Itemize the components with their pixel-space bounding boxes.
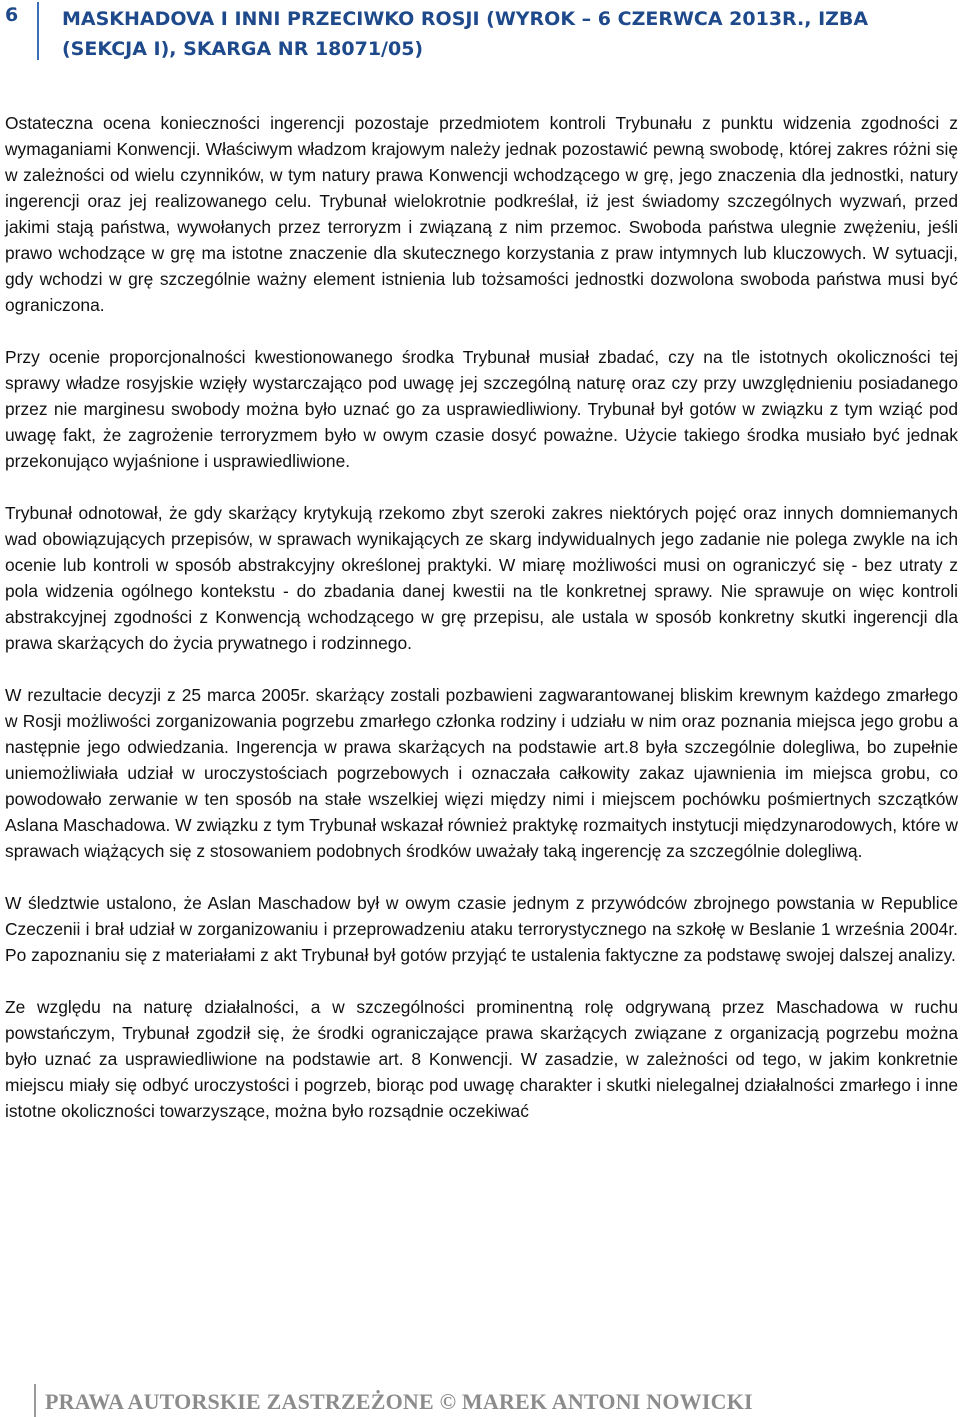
header-divider (37, 2, 39, 60)
paragraph: W rezultacie decyzji z 25 marca 2005r. skarżący zostali pozbawieni zagwarantowanej bliskim krewnym każdego zmarłego w Rosji możliwości zorganizowania pogrzebu zmarłego członka rodziny i udziału w nim oraz poznania miejsca jego grobu a następnie jego odwiedzania. Ingerencja w prawa skarżących na podstawie art.8 była szczególnie dolegliwa, bo zupełnie uniemożliwiała udział w uroczystościach pogrzebowych i oznaczała całkowity zakaz ujawnienia im miejsca grobu, co powodowało zerwanie w ten sposób na stałe wszelkiej więzi między nimi i miejscem pochówku pośmiertnych szczątków Aslana Maschadowa. W związku z tym Trybunał wskazał również praktykę rozmaitych instytucji międzynarodowych, które w sprawach wiążących się z stosowaniem podobnych środków uważały taką ingerencję za szczególnie dolegliwą. (5, 685, 958, 861)
page-header (0, 0, 960, 66)
copyright-notice: PRAWA AUTORSKIE ZASTRZEŻONE © MAREK ANTONI NOWICKI (45, 1389, 753, 1414)
footer-divider (34, 1384, 36, 1417)
paragraph: Ostateczna ocena konieczności ingerencji pozostaje przedmiotem kontroli Trybunału z punktu widzenia zgodności z wymaganiami Konwencji. Właściwym władzom krajowym należy jednak pozostawić pewną swobodę, której zakres różni się w zależności od wielu czynników, w tym natury prawa Konwencji wchodzącego w grę, jego znaczenia dla jednostki, natury ingerencji oraz jej realizowanego celu. Trybunał wielokrotnie podkreślał, iż jest świadomy szczególnych wyzwań, przed jakimi stają państwa, wywołanych przez terroryzm i związaną z nim przemoc. Swoboda państwa ulegnie zwężeniu, jeśli prawo wchodzące w grę ma istotne znaczenie dla skutecznego korzystania z praw intymnych lub kluczowych. W sytuacji, gdy wchodzi w grę szczególnie ważny element istnienia lub tożsamości jednostki dozwolona swoboda państwa musi być ograniczona. (5, 113, 958, 315)
paragraph: Przy ocenie proporcjonalności kwestionowanego środka Trybunał musiał zbadać, czy na tle istotnych okoliczności tej sprawy władze rosyjskie wzięły wystarczająco pod uwagę jej szczególną naturę oraz czy przy uwzględnieniu posiadanego przez nie marginesu swobody można było uznać go za usprawiedliwiony. Trybunał był gotów w związku z tym wziąć pod uwagę fakt, że zagrożenie terroryzmem było w owym czasie dosyć poważne. Użycie takiego środka musiało być jednak przekonująco wyjaśnione i usprawiedliwione. (5, 347, 958, 471)
paragraph: Trybunał odnotował, że gdy skarżący krytykują rzekomo zbyt szeroki zakres niektórych pojęć oraz innych domniemanych wad obowiązujących przepisów, w sprawach wynikających ze skarg indywidualnych jego zadanie nie polega zwykle na ich ocenie lub kontroli w sposób abstrakcyjny określonej praktyki. W miarę możliwości musi on ograniczyć się - bez utraty z pola widzenia ogólnego kontekstu - do zbadania danej kwestii na tle konkretnej sprawy. Nie sprawuje on więc kontroli abstrakcyjnej zgodności z Konwencją wchodzącego w grę przepisu, ale ustala w sposób konkretny skutki ingerencji dla prawa skarżących do życia prywatnego i rodzinnego. (5, 503, 958, 653)
paragraph: W śledztwie ustalono, że Aslan Maschadow był w owym czasie jednym z przywódców zbrojnego powstania w Republice Czeczenii i brał udział w zorganizowaniu i przeprowadzeniu ataku terrorystycznego na szkołę w Beslanie 1 września 2004r. Po zapoznaniu się z materiałami z akt Trybunał był gotów przyjąć te ustalenia faktyczne za podstawę swojej dalszej analizy. (5, 893, 958, 965)
document-body (5, 110, 958, 1150)
paragraph: Ze względu na naturę działalności, a w szczególności prominentną rolę odgrywaną przez Maschadowa w ruchu powstańczym, Trybunał zgodził się, że środki ograniczające prawa skarżących związane z organizacją pogrzebu można było uznać za usprawiedliwione na podstawie art. 8 Konwencji. W zasadzie, w zależności od tego, w jakim konkretnie miejscu miały się odbyć uroczystości i pogrzeb, biorąc pod uwagę charakter i skutki nielegalnej działalności zmarłego i inne istotne okoliczności towarzyszące, można było rozsądnie oczekiwać (5, 997, 958, 1121)
page-footer (34, 1384, 960, 1417)
running-title: MASKHADOVA I INNI PRZECIWKO ROSJI (WYROK – 6 CZERWCA 2013R., IZBA (SEKCJA I), SKARGA NR 18071/05) (62, 8, 869, 60)
page-number: 6 (5, 4, 19, 26)
